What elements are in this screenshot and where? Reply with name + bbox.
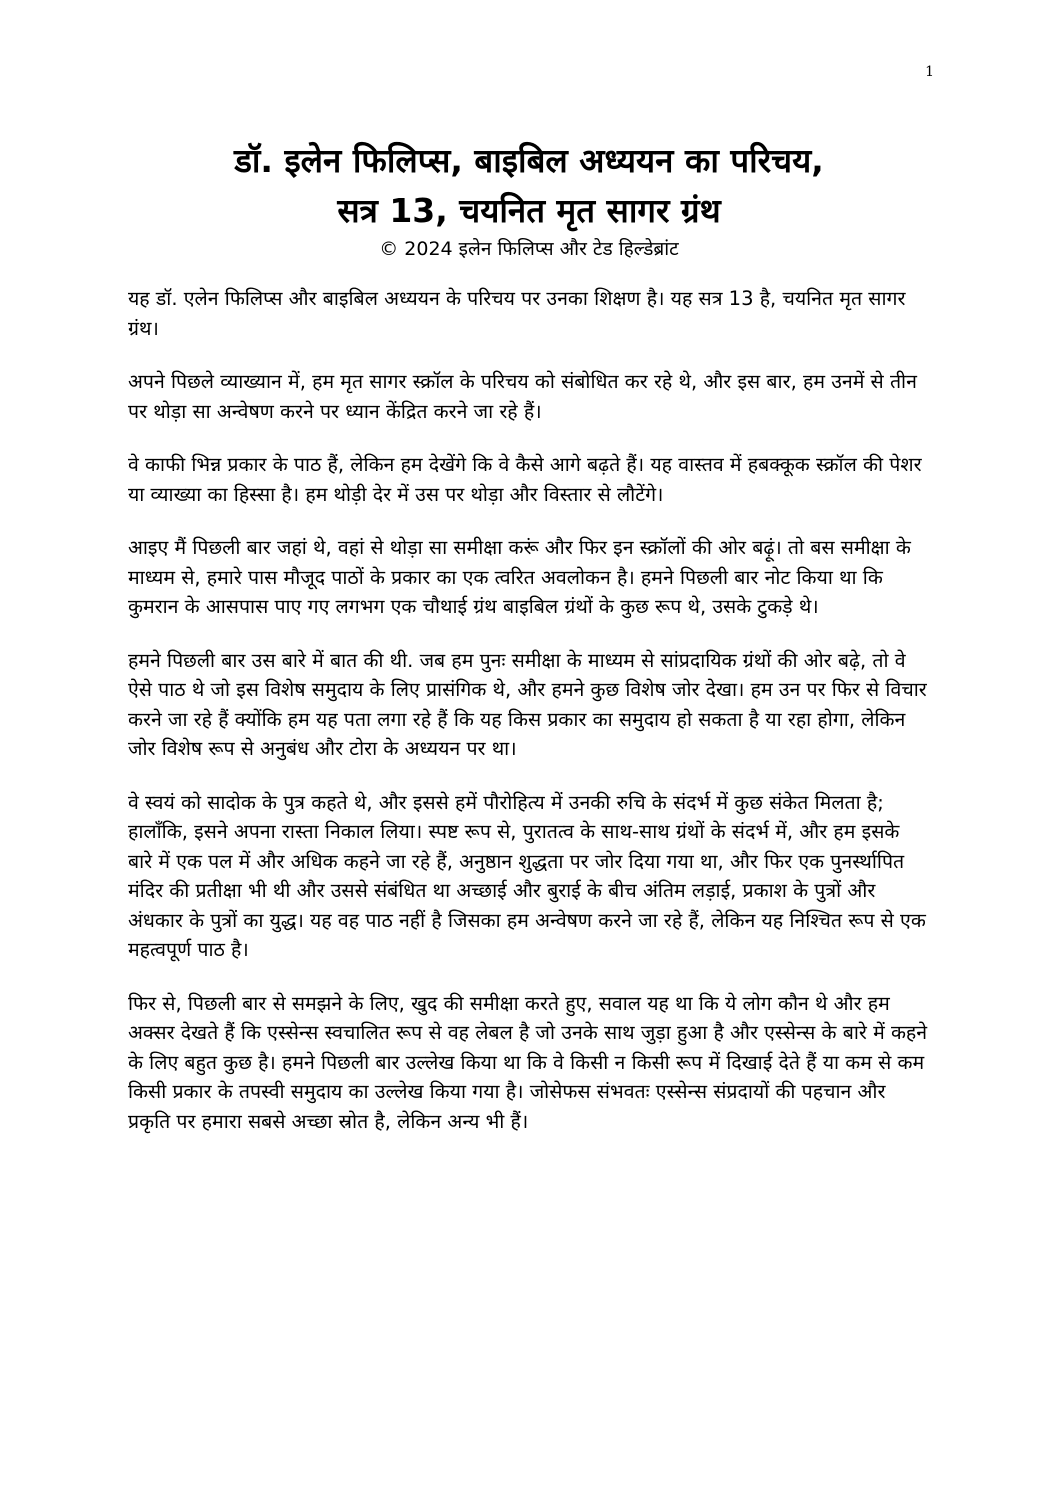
copyright-line: © 2024 इलेन फिलिप्स और टेड हिल्डेब्रांट [379, 238, 679, 260]
paragraph-5: हमने पिछली बार उस बारे में बात की थी. जब हम पुनः समीक्षा के माध्यम से सांप्रदायिक ग्रंथों की ओर बढ़े, तो वे ऐसे पाठ थे जो इस विशेष समुदाय के लिए प्रासंगिक थे, और हमने कुछ विशेष जोर देखा। हम उन पर फिर से विचार करने जा रहे हैं क्योंकि हम यह पता लगा रहे हैं कि यह किस प्रकार का समुदाय हो सकता है या रहा होगा, लेकिन जोर विशेष रूप से अनुबंध और टोरा के अध्ययन पर था। [128, 648, 927, 760]
title-line-1: डॉ. इलेन फिलिप्स, बाइबिल अध्ययन का परिचय, [234, 141, 824, 180]
paragraph-4: आइए मैं पिछली बार जहां थे, वहां से थोड़ा सा समीक्षा करूं और फिर इन स्क्रॉलों की ओर बढ़ूं। तो बस समीक्षा के माध्यम से, हमारे पास मौजूद पाठों के प्रकार का एक त्वरित अवलोकन है। हमने पिछली बार नोट किया था कि कुमरान के आसपास पाए गए लगभग एक चौथाई ग्रंथ बाइबिल ग्रंथों के कुछ रूप थे, उसके टुकड़े थे। [128, 536, 911, 618]
paragraph-3: वे काफी भिन्न प्रकार के पाठ हैं, लेकिन हम देखेंगे कि वे कैसे आगे बढ़ते हैं। यह वास्तव में हबक्कूक स्क्रॉल की पेशर या व्याख्या का हिस्सा है। हम थोड़ी देर में उस पर थोड़ा और विस्तार से लौटेंगे। [128, 453, 922, 506]
page-number: 1 [925, 64, 934, 80]
paragraph-6: वे स्वयं को सादोक के पुत्र कहते थे, और इससे हमें पौरोहित्य में उनकी रुचि के संदर्भ में कुछ संकेत मिलता है; हालाँकि, इसने अपना रास्ता निकाल लिया। स्पष्ट रूप से, पुरातत्व के साथ-साथ ग्रंथों के संदर्भ में, और हम इसके बारे में एक पल में और अधिक कहने जा रहे हैं, अनुष्ठान शुद्धता पर जोर दिया गया था, और फिर एक पुनर्स्थापित मंदिर की प्रतीक्षा भी थी और उससे संबंधित था अच्छाई और बुराई के बीच अंतिम लड़ाई, प्रकाश के पुत्रों और अंधकार के पुत्रों का युद्ध। यह वह पाठ नहीं है जिसका हम अन्वेषण करने जा रहे हैं, लेकिन यह निश्चित रूप से एक महत्वपूर्ण पाठ है। [128, 790, 926, 961]
paragraph-7: फिर से, पिछली बार से समझने के लिए, खुद की समीक्षा करते हुए, सवाल यह था कि ये लोग कौन थे और हम अक्सर देखते हैं कि एस्सेन्स स्वचालित रूप से वह लेबल है जो उनके साथ जुड़ा हुआ है और एस्सेन्स के बारे में कहने के लिए बहुत कुछ है। हमने पिछली बार उल्लेख किया था कि वे किसी न किसी रूप में दिखाई देते हैं या कम से कम किसी प्रकार के तपस्वी समुदाय का उल्लेख किया गया है। जोसेफस संभवतः एस्सेन्स संप्रदायों की पहचान और प्रकृति पर हमारा सबसे अच्छा स्रोत है, लेकिन अन्य भी हैं। [128, 991, 928, 1133]
document-body [128, 284, 928, 1160]
document-title [100, 136, 958, 236]
paragraph-1: यह डॉ. एलेन फिलिप्स और बाइबिल अध्ययन के परिचय पर उनका शिक्षण है। यह सत्र 13 है, चयनित मृत सागर ग्रंथ। [128, 287, 906, 340]
paragraph-2: अपने पिछले व्याख्यान में, हम मृत सागर स्क्रॉल के परिचय को संबोधित कर रहे थे, और इस बार, हम उनमें से तीन पर थोड़ा सा अन्वेषण करने पर ध्यान केंद्रित करने जा रहे हैं। [128, 370, 917, 423]
document-header [100, 136, 958, 262]
title-line-2: सत्र 13, चयनित मृत सागर ग्रंथ [337, 191, 721, 230]
